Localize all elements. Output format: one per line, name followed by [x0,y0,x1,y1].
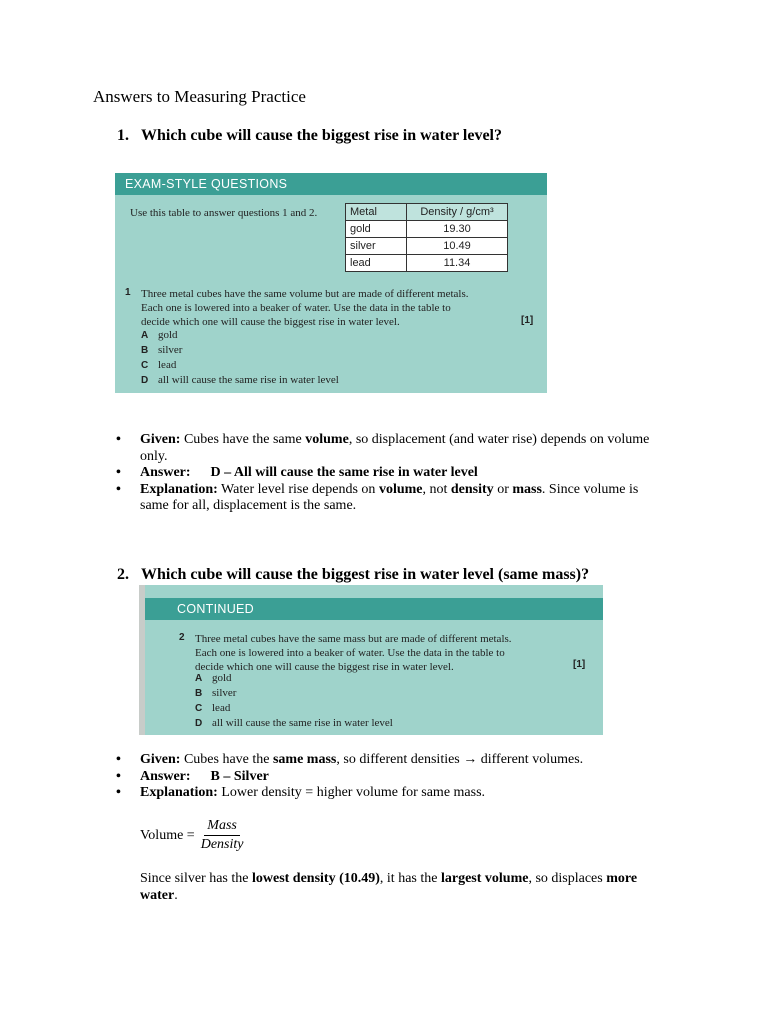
option-b: B silver [195,687,237,699]
question-1-number: 1. [117,127,129,144]
question-line: Three metal cubes have the same mass but are made of different metals. [195,633,512,645]
question-1-title: Which cube will cause the biggest rise in water level? [141,127,502,144]
exam-question-2-image [139,585,603,735]
table-cell: gold [346,221,407,238]
answer-options [141,328,339,388]
question-2-heading [117,566,589,584]
exam-header: CONTINUED [145,598,603,620]
explanation-bullet: • Explanation: Water level rise depends on volume, not density or mass. Since volume is same for all, displacement is the same. [116,482,656,515]
formula-label: Volume = [140,827,195,843]
exam-question-1-image [115,173,547,393]
formula-denominator: Density [200,837,244,852]
option-a: A gold [141,329,178,341]
question-1-answers [116,432,656,515]
question-2-answers [116,752,656,802]
option-b: B silver [141,344,183,356]
table-cell: 19.30 [407,221,508,238]
question-line: decide which one will cause the biggest rise in water level. [195,661,454,673]
option-d: D all will cause the same rise in water level [141,374,339,386]
answer-bullet: • Answer: B – Silver [116,769,656,786]
table-cell: 11.34 [407,255,508,272]
option-c: C lead [195,702,231,714]
table-cell: silver [346,238,407,255]
table-header-row [346,204,508,221]
volume-formula [140,818,243,853]
question-2-number: 2. [117,566,129,583]
exam-header: EXAM-STYLE QUESTIONS [115,173,547,195]
exam-question-number: 1 [125,287,131,298]
given-bullet: • Given: Cubes have the same volume, so displacement (and water rise) depends on volume only. [116,432,656,465]
question-line: Each one is lowered into a beaker of water. Use the data in the table to [141,302,451,314]
question-1-heading [117,127,502,145]
option-d: D all will cause the same rise in water level [195,717,393,729]
column-header: Metal [346,204,407,221]
table-cell: 10.49 [407,238,508,255]
exam-question-text [195,632,512,674]
formula-fraction [201,818,244,853]
question-line: Each one is lowered into a beaker of water. Use the data in the table to [195,647,505,659]
answer-bullet: • Answer: D – All will cause the same rise in water level [116,465,656,482]
option-a: A gold [195,672,232,684]
explanation-bullet: • Explanation: Lower density = higher volume for same mass. [116,785,656,802]
document-title: Answers to Measuring Practice [93,87,306,106]
marks-label: [1] [573,659,586,670]
column-header: Density / g/cm³ [407,204,508,221]
given-bullet: • Given: Cubes have the same mass, so different densities → different volumes. [116,752,656,769]
conclusion-paragraph: Since silver has the lowest density (10.49), it has the largest volume, so displaces more water. [140,871,638,903]
exam-question-text [141,287,469,329]
question-line: decide which one will cause the biggest rise in water level. [141,316,400,328]
marks-label: [1] [521,315,534,326]
density-table [345,203,508,272]
table-row [346,255,508,272]
table-cell: lead [346,255,407,272]
question-2-title: Which cube will cause the biggest rise in water level (same mass)? [141,566,590,583]
option-c: C lead [141,359,177,371]
table-row [346,238,508,255]
table-row [346,221,508,238]
exam-intro: Use this table to answer questions 1 and 2. [130,207,318,219]
question-line: Three metal cubes have the same volume but are made of different metals. [141,288,469,300]
answer-options [195,671,393,731]
exam-question-number: 2 [179,632,185,643]
formula-numerator: Mass [204,818,240,836]
